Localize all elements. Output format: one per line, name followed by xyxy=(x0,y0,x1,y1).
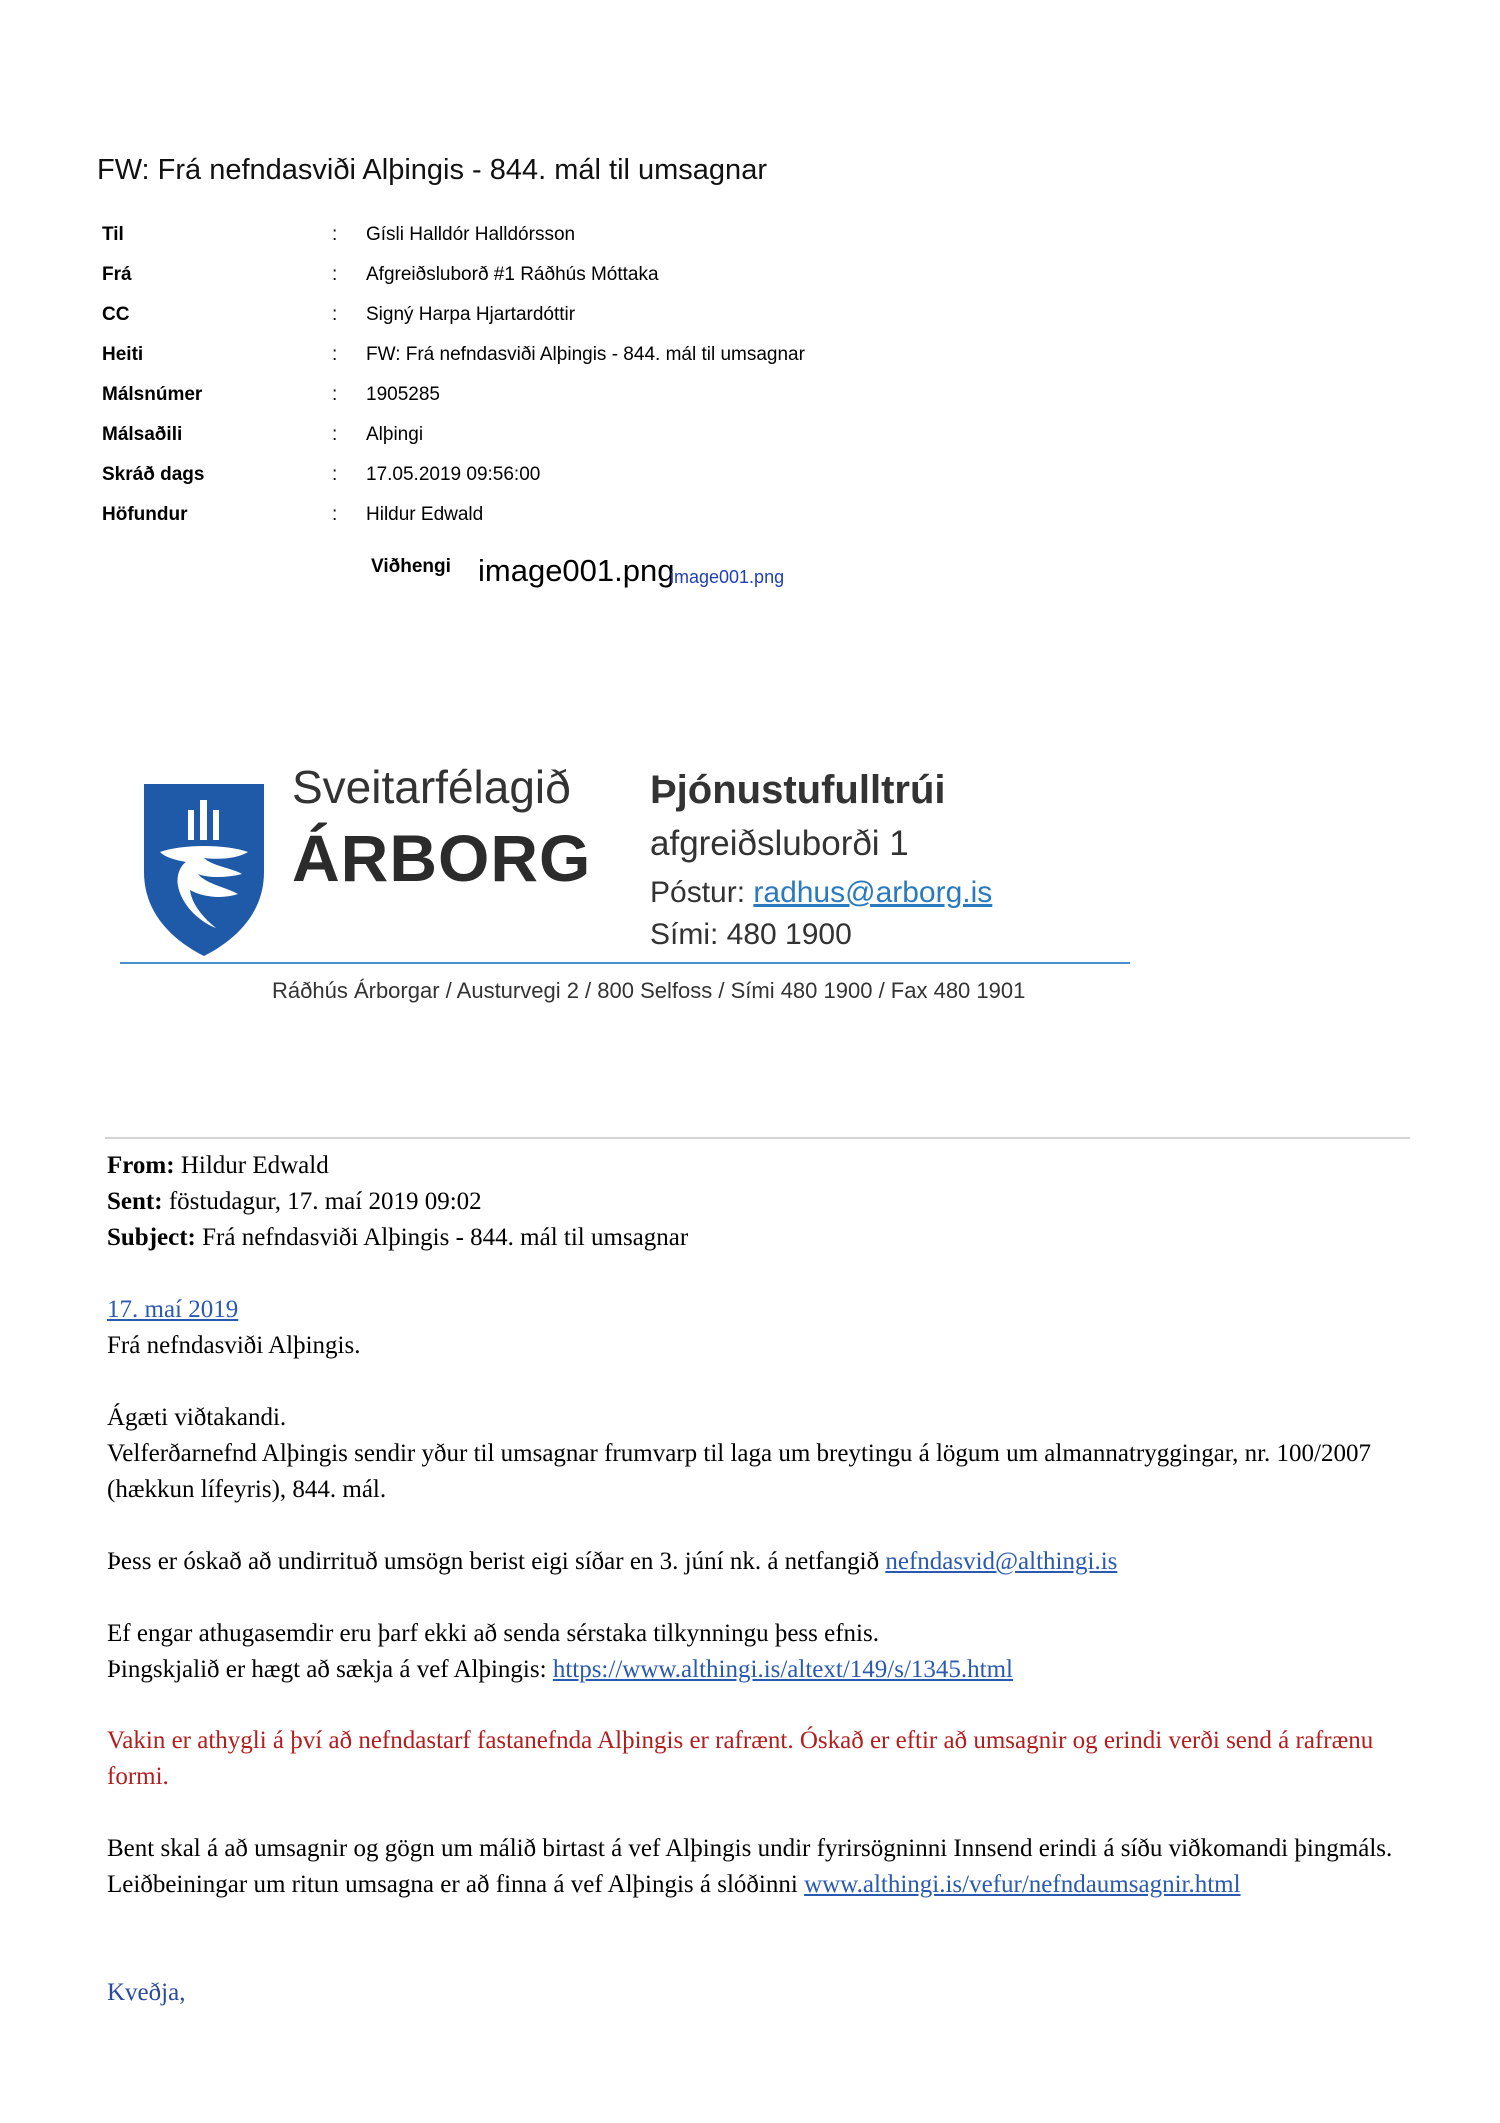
org-name-line1: Sveitarfélagið xyxy=(292,761,571,813)
meta-value: Hildur Edwald xyxy=(366,504,484,525)
arborg-shield-logo xyxy=(142,782,266,958)
meta-row-malsnumer xyxy=(102,384,1002,424)
post-label: Póstur: xyxy=(650,876,746,909)
meta-colon: : xyxy=(332,504,338,525)
para3-text: Þingskjalið er hægt að sækja á vef Alþingis: xyxy=(107,1656,547,1683)
guidelines-link[interactable]: www.althingi.is/vefur/nefndaumsagnir.html xyxy=(804,1871,1241,1898)
meta-row-malsadili xyxy=(102,424,1002,464)
para5-line1: Bent skal á að umsagnir og gögn um málið birtast á vef Alþingis undir fyrirsögninni Innsend erindi á síðu viðkomandi þingmáls. xyxy=(107,1835,1393,1862)
para1-text: Velferðarnefnd Alþingis sendir yður til umsagnar frumvarp til laga um breytingu á lögum um almannatryggingar, nr. 100/2007 (hækkun lífeyris), 844. mál. xyxy=(107,1440,1372,1503)
meta-label: Heiti xyxy=(102,344,144,365)
message-warning: Vakin er athygli á því að nefndastarf fastanefnda Alþingis er rafrænt. Óskað er eftir að umsagnir og erindi verði send á rafrænu formi. xyxy=(107,1727,1374,1790)
meta-value: Alþingi xyxy=(366,424,424,445)
sent-value: föstudagur, 17. maí 2019 09:02 xyxy=(168,1188,482,1215)
signature-block xyxy=(120,760,1140,1020)
signature-divider xyxy=(120,962,1130,964)
meta-colon: : xyxy=(332,384,338,405)
closing: Kveðja, xyxy=(107,1979,186,2006)
meta-colon: : xyxy=(332,304,338,325)
signature-role: Þjónustufulltrúi xyxy=(650,768,946,812)
meta-colon: : xyxy=(332,424,338,445)
meta-label: Málsaðili xyxy=(102,424,183,445)
meta-row-fra xyxy=(102,264,1002,304)
meta-row-skrad-dags xyxy=(102,464,1002,504)
meta-label: Höfundur xyxy=(102,504,188,525)
attachment-link[interactable]: image001.png xyxy=(670,567,785,587)
meta-value: Signý Harpa Hjartardóttir xyxy=(366,304,576,325)
signature-phone: Sími: 480 1900 xyxy=(650,918,852,951)
meta-value: Afgreiðsluborð #1 Ráðhús Móttaka xyxy=(366,264,659,285)
signature-desk: afgreiðsluborði 1 xyxy=(650,824,909,863)
from-label: From: xyxy=(107,1152,175,1179)
forward-divider xyxy=(105,1137,1410,1139)
para5-text: Leiðbeiningar um ritun umsagna er að finna á vef Alþingis á slóðinni xyxy=(107,1871,798,1898)
forward-header xyxy=(107,1148,1427,1256)
meta-row-til xyxy=(102,224,1002,264)
date-link[interactable]: 17. maí 2019 xyxy=(107,1296,239,1323)
meta-label: CC xyxy=(102,304,130,325)
meta-row-hofundur xyxy=(102,504,1002,544)
forward-sent xyxy=(107,1184,1427,1220)
meta-colon: : xyxy=(332,344,338,365)
meta-label: Frá xyxy=(102,264,132,285)
email-link[interactable]: nefndasvid@althingi.is xyxy=(885,1548,1118,1575)
meta-colon: : xyxy=(332,264,338,285)
org-name-line2: ÁRBORG xyxy=(292,821,592,895)
sent-label: Sent: xyxy=(107,1188,163,1215)
from-value: Hildur Edwald xyxy=(180,1152,329,1179)
message-para2 xyxy=(107,1544,1427,1580)
subject-label: Subject: xyxy=(107,1224,196,1251)
greeting: Ágæti viðtakandi. xyxy=(107,1404,287,1431)
subject-value: Frá nefndasviði Alþingis - 844. mál til umsagnar xyxy=(202,1224,689,1251)
meta-label: Skráð dags xyxy=(102,464,205,485)
meta-label: Málsnúmer xyxy=(102,384,203,405)
meta-colon: : xyxy=(332,224,338,245)
attachment-label: Viðhengi xyxy=(371,556,451,577)
meta-value: 17.05.2019 09:56:00 xyxy=(366,464,541,485)
message-para5 xyxy=(107,1831,1427,1903)
meta-row-cc xyxy=(102,304,1002,344)
attachment-filename[interactable]: image001.png xyxy=(478,553,675,588)
para3-line1: Ef engar athugasemdir eru þarf ekki að senda sérstaka tilkynningu þess efnis. xyxy=(107,1620,879,1647)
message-para1 xyxy=(107,1400,1427,1508)
meta-row-heiti xyxy=(102,344,1002,384)
message-from-line: Frá nefndasviði Alþingis. xyxy=(107,1332,361,1359)
meta-value: FW: Frá nefndasviði Alþingis - 844. mál til umsagnar xyxy=(366,344,805,365)
message-intro xyxy=(107,1292,1427,1364)
meta-value: Gísli Halldór Halldórsson xyxy=(366,224,576,245)
document-link[interactable]: https://www.althingi.is/altext/149/s/1345.html xyxy=(552,1656,1013,1683)
meta-colon: : xyxy=(332,464,338,485)
signature-post xyxy=(650,876,992,910)
message-para3 xyxy=(107,1616,1427,1688)
forward-subject xyxy=(107,1220,1427,1256)
email-title: FW: Frá nefndasviði Alþingis - 844. mál til umsagnar xyxy=(97,154,767,186)
meta-label: Til xyxy=(102,224,124,245)
signature-address: Ráðhús Árborgar / Austurvegi 2 / 800 Selfoss / Sími 480 1900 / Fax 480 1901 xyxy=(272,978,1026,1003)
forward-from xyxy=(107,1148,1427,1184)
para2-text: Þess er óskað að undirrituð umsögn berist eigi síðar en 3. júní nk. á netfangið xyxy=(107,1548,880,1575)
post-email-link[interactable]: radhus@arborg.is xyxy=(753,876,993,909)
meta-value: 1905285 xyxy=(366,384,440,405)
